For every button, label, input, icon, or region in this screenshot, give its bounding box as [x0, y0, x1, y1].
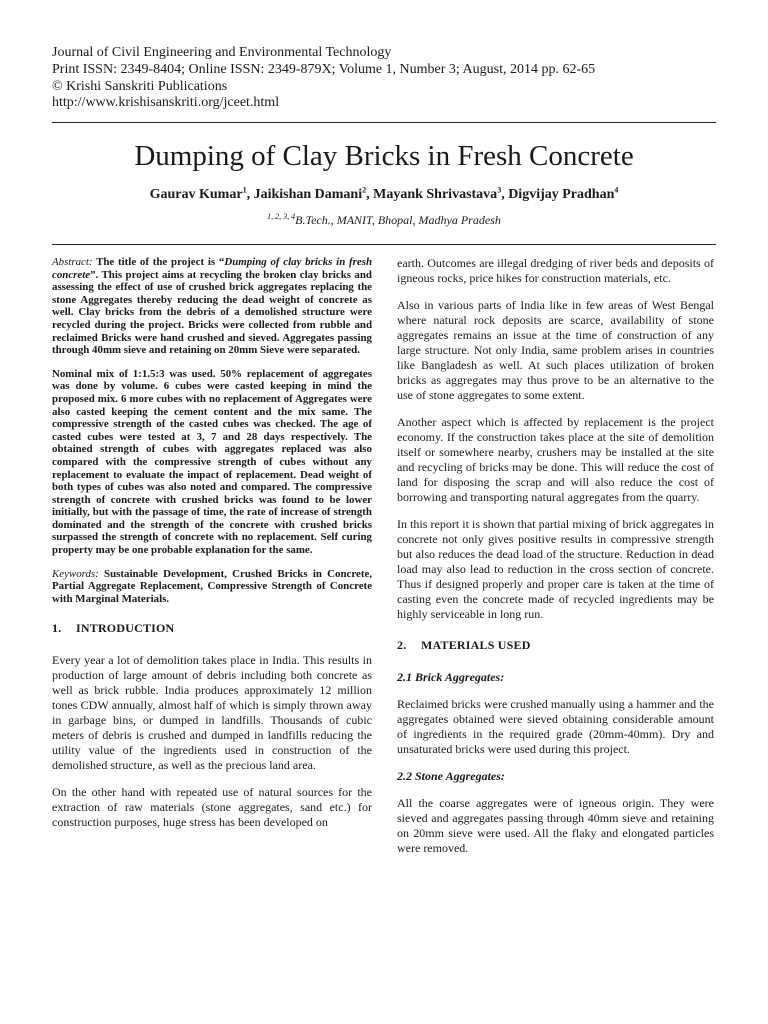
journal-publisher: © Krishi Sanskriti Publications [52, 78, 228, 94]
author-name: Mayank Shrivastava [373, 187, 498, 202]
author-affil-mark: 2 [362, 185, 367, 195]
keywords-text: Sustainable Development, Crushed Bricks in Concrete, Partial Aggregate Replacement, Compressive Strength of Concrete with Marginal Materials. [52, 567, 372, 605]
right-column [397, 256, 714, 868]
journal-name: Journal of Civil Engineering and Environmental Technology [52, 45, 392, 60]
abstract-label: Abstract: [52, 256, 93, 268]
body-paragraph: In this report it is shown that partial mixing of brick aggregates in concrete not only gives positive results in compressive strength but also reduces the dead load of the structure. Reduction in dead load may also lead to reduction in the cross section of concrete. Thus if designed properly and proper care is taken at the time of casting even the concrete made of recycled ingredients may be highly serviceable in long run. [397, 517, 714, 621]
body-paragraph: On the other hand with repeated use of natural sources for the extraction of raw materials (stone aggregates, sand etc.) for construction purposes, huge stress has been developed on [52, 785, 372, 830]
author-name: Gaurav Kumar [149, 187, 243, 202]
subsection-heading-stone: 2.2 Stone Aggregates: [397, 769, 505, 783]
abstract-paragraph [52, 256, 372, 357]
body-paragraph: All the coarse aggregates were of igneous origin. They were sieved and aggregates passing through 40mm sieve and retaining on 20mm sieve were used. All the flaky and elongated particles were removed. [397, 796, 714, 855]
body-paragraph: Another aspect which is affected by replacement is the project economy. If the construction takes place at the site of demolition itself or somewhere nearby, crushers may be installed at the site and recycling of bricks may be done. This will reduce the cost of land for disposing the scrap and will also reduce the cost of borrowing and transporting natural aggregates from the quarry. [397, 415, 714, 504]
author-name: Jaikishan Damani [253, 187, 363, 202]
section-number: 2. [397, 638, 407, 652]
title-divider [52, 244, 716, 245]
abstract-text: ”. This project aims at recycling the broken clay bricks and assessing the effect of use of crushed brick aggregates replacing the stone Aggregates thereby reducing the dead weight of concrete as well. Clay bricks from the debris of a demolished structure were recycled during the project. Bricks were collected from rubble and reclaimed Bricks were hand crushed and sieved. Aggregates passing through 40mm sieve and retaining on 20mm Sieve were separated. [52, 268, 372, 357]
section-title: MATERIALS USED [421, 638, 531, 652]
abstract-intro: The title of the project is “ [92, 256, 225, 268]
body-paragraph: Every year a lot of demolition takes place in India. This results in production of large amount of debris including both concrete as well as brick rubble. India produces approximately 12 million tones CDW annually, almost half of which is simply thrown away in garbage bins, or dumped in landfills. Thousands of cubic meters of debris is crushed and dumped in landfills reducing the utility value of the ingredients used in construction of the demolished structure, as well as the precious land area. [52, 653, 372, 773]
section-title: INTRODUCTION [76, 621, 175, 636]
abstract-paragraph-2: Nominal mix of 1:1.5:3 was used. 50% replacement of aggregates was done by volume. 6 cubes were casted keeping in mind the proposed mix. 6 more cubes with no replacement of Aggregates were also casted keeping the cement content and the mix same. The compressive strength of the casted cubes was checked. The age of casted cubes were tested at 3, 7 and 28 days respectively. The obtained strength of cubes with aggregates replaced was also compared with the compressive strength of cubes without any replacement to evaluate the impact of replacement. Dead weight of both types of cubes was also noted and compared. The compressive strength of concrete with crushed bricks was found to be lower initially, but with the passage of time, the rate of increase of strength dominated and the strength of the concrete with crushed bricks surpassed the strength of concrete with no replacement. Self curing property may be one probable explanation for the same. [52, 367, 372, 557]
body-paragraph: Reclaimed bricks were crushed manually using a hammer and the aggregates obtained were sieved obtaining considerable amount of ingredients in the required grade (20mm-40mm). Dry and unsaturated bricks were used during this project. [397, 697, 714, 756]
section-number: 1. [52, 621, 62, 636]
affiliation [52, 210, 716, 227]
keywords-paragraph [52, 568, 372, 606]
section-heading-introduction [52, 621, 372, 636]
journal-header [52, 45, 722, 112]
affiliation-marks: 1, 2, 3, 4 [267, 212, 296, 221]
body-paragraph: Also in various parts of India like in few areas of West Bengal where natural rock deposits are scarce, availability of stone aggregates remains an issue at the time of construction of any large structure. Not only India, same problem arises in countries like Bangladesh as well. At such places utilization of broken bricks as aggregates may thus prove to be an alternative to the use of stone aggregates to some extent. [397, 298, 714, 402]
author-affil-mark: 1 [242, 185, 247, 195]
author-separator: , [366, 187, 374, 202]
author-affil-mark: 3 [497, 185, 502, 195]
author-separator: , [501, 187, 509, 202]
section-heading-materials [397, 638, 714, 653]
subsection-heading-brick: 2.1 Brick Aggregates: [397, 670, 505, 684]
body-paragraph: earth. Outcomes are illegal dredging of river beds and deposits of igneous rocks, price hikes for construction materials, etc. [397, 256, 714, 285]
keywords-label: Keywords: [52, 567, 99, 580]
author-affil-mark: 4 [614, 185, 619, 195]
affiliation-text: B.Tech., MANIT, Bhopal, Madhya Pradesh [295, 213, 501, 227]
left-column [52, 256, 372, 842]
author-name: Digvijay Pradhan [508, 187, 615, 202]
header-divider [52, 122, 716, 123]
abstract-project-title: Dumping of clay bricks in fresh concrete [52, 256, 373, 281]
paper-title: Dumping of Clay Bricks in Fresh Concrete [134, 140, 634, 172]
journal-url[interactable]: http://www.krishisanskriti.org/jceet.html [52, 95, 280, 111]
author-separator: , [246, 187, 254, 202]
author-list [52, 186, 716, 204]
journal-issn: Print ISSN: 2349-8404; Online ISSN: 2349-879X; Volume 1, Number 3; August, 2014 pp. 62-65 [52, 61, 596, 77]
